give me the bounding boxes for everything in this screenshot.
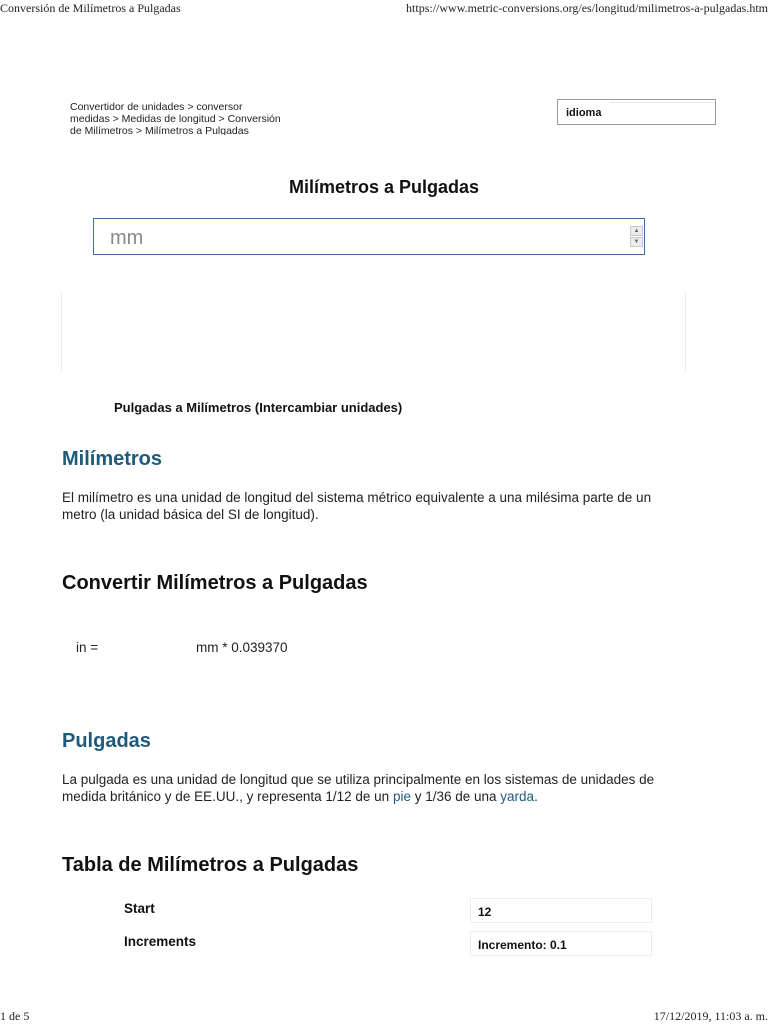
print-header-url: https://www.metric-conversions.org/es/longitud/milimetros-a-pulgadas.htm — [406, 1, 768, 15]
swap-units-link[interactable]: Pulgadas a Milímetros (Intercambiar unidades) — [114, 400, 403, 415]
millimeters-heading: Milímetros — [62, 448, 163, 470]
formula-left: in = — [76, 640, 99, 655]
print-header-title: Conversión de Milímetros a Pulgadas — [0, 1, 181, 15]
print-footer — [0, 1009, 768, 1025]
language-label: idioma — [566, 107, 602, 119]
table-heading: Tabla de Milímetros a Pulgadas — [62, 854, 359, 876]
mm-input[interactable] — [93, 218, 645, 255]
spinner-up-button[interactable]: ▲ — [630, 226, 643, 236]
page-title: Milímetros a Pulgadas — [288, 177, 480, 197]
increments-label: Increments — [124, 934, 197, 949]
print-header — [0, 1, 768, 17]
language-select-field[interactable] — [610, 102, 713, 122]
start-input[interactable]: 12 — [470, 898, 652, 923]
number-spinner[interactable] — [630, 226, 643, 248]
start-label: Start — [124, 901, 155, 916]
print-footer-page: 1 de 5 — [0, 1009, 30, 1023]
foot-link[interactable]: pie — [392, 789, 411, 804]
inches-desc-part1: La pulgada es una unidad de longitud que se utiliza principalmente en los sistemas de unidades de medida británico y de EE.UU., y representa 1/12 de un — [62, 772, 655, 804]
language-select[interactable] — [557, 99, 716, 125]
inches-desc-part2: y 1/36 de una — [410, 789, 501, 804]
inches-desc-part3: . — [534, 789, 538, 804]
spinner-down-button[interactable]: ▼ — [630, 237, 643, 247]
convert-heading: Convertir Milímetros a Pulgadas — [62, 572, 368, 594]
result-panel — [61, 292, 686, 372]
millimeters-description: El milímetro es una unidad de longitud del sistema métrico equivalente a una milésima parte de un metro (la unidad básica del SI de longitud). — [62, 490, 652, 522]
formula-right: mm * 0.039370 — [196, 640, 288, 655]
inches-description — [62, 771, 672, 805]
print-footer-datetime: 17/12/2019, 11:03 a. m. — [653, 1009, 768, 1023]
breadcrumb[interactable] — [70, 101, 285, 135]
inches-heading: Pulgadas — [62, 730, 151, 752]
breadcrumb-text[interactable]: Convertidor de unidades > conversor medidas > Medidas de longitud > Conversión de Milímetros > Milímetros a Pulgadas — [70, 101, 281, 135]
mm-input-placeholder: mm — [110, 227, 144, 249]
increments-select[interactable]: Incremento: 0.1 — [470, 931, 652, 956]
yard-link[interactable]: yarda — [500, 789, 535, 804]
